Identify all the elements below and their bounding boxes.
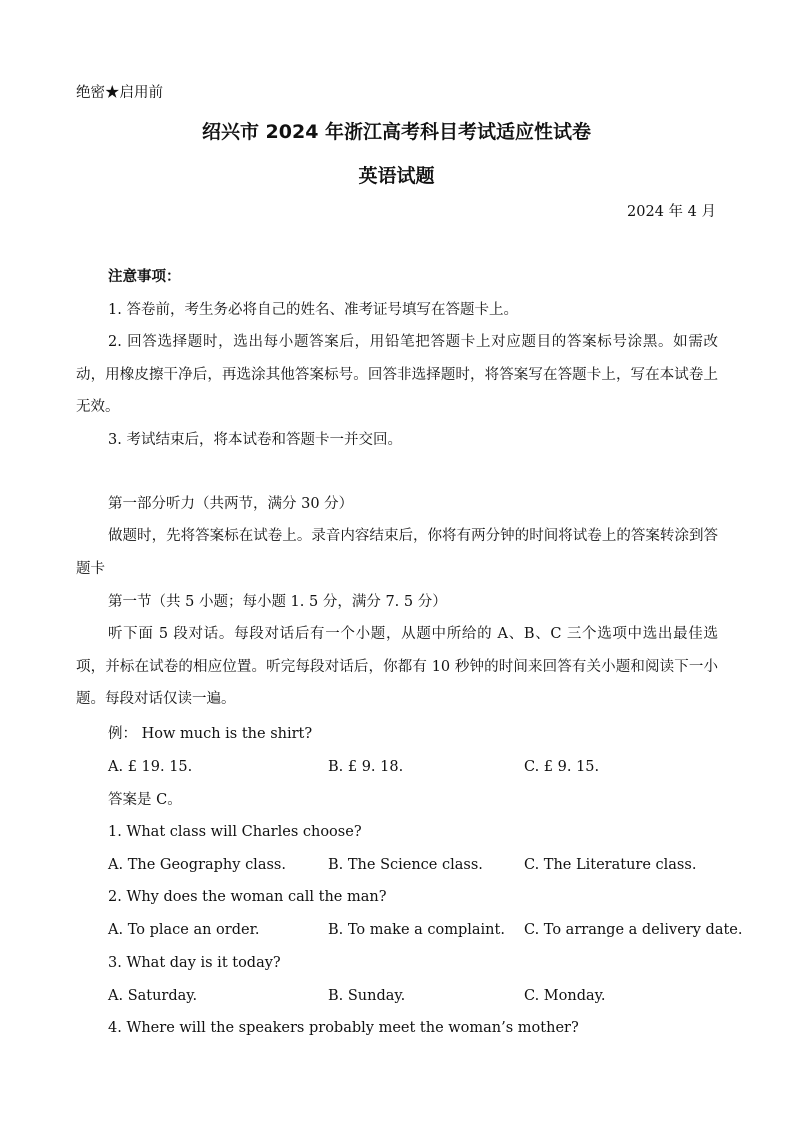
classified-mark: 绝密★启用前 xyxy=(76,85,163,101)
notes-item-3: 3. 考试结束后，将本试卷和答题卡一并交回。 xyxy=(108,432,402,448)
question-3: 3. What day is it today? xyxy=(108,955,281,971)
part1-instruction: 做题时，先将答案标在试卷上。录音内容结束后，你将有两分钟的时间将试卷上的答案转涂到答题卡 xyxy=(76,528,718,577)
example-option-a: A. £ 19. 15. xyxy=(108,759,193,775)
exam-date: 2024 年 4 月 xyxy=(627,204,716,220)
notes-item-2: 2. 回答选择题时，选出每小题答案后，用铅笔把答题卡上对应题目的答案标号涂黑。如需改动，用橡皮擦干净后，再选涂其他答案标号。回答非选择题时，将答案写在答题卡上，写在本试卷上无效。 xyxy=(76,334,718,415)
question-3-option-b: B. Sunday. xyxy=(328,988,406,1004)
question-2-option-b: B. To make a complaint. xyxy=(328,922,505,938)
question-4: 4. Where will the speakers probably meet the woman’s mother? xyxy=(108,1020,579,1036)
page-subtitle: 英语试题 xyxy=(358,165,435,187)
notes-item-1: 1. 答卷前，考生务必将自己的姓名、准考证号填写在答题卡上。 xyxy=(108,302,518,318)
question-3-option-c: C. Monday. xyxy=(524,988,606,1004)
question-2-option-a: A. To place an order. xyxy=(108,922,260,938)
question-2-option-c: C. To arrange a delivery date. xyxy=(524,922,743,938)
section1-heading: 第一节（共 5 小题；每小题 1. 5 分，满分 7. 5 分） xyxy=(108,594,447,610)
question-3-option-a: A. Saturday. xyxy=(108,988,198,1004)
question-1-option-b: B. The Science class. xyxy=(328,857,483,873)
example-question: 例： How much is the shirt? xyxy=(108,726,313,742)
section1-instruction: 听下面 5 段对话。每段对话后有一个小题，从题中所给的 A、B、C 三个选项中选出最佳选项，并标在试卷的相应位置。听完每段对话后，你都有 10 秒钟的时间来回答有关小题和阅读下一小题。每段对话仅读一遍。 xyxy=(76,626,718,707)
example-option-b: B. £ 9. 18. xyxy=(328,759,404,775)
question-2: 2. Why does the woman call the man? xyxy=(108,889,387,905)
page-title: 绍兴市 2024 年浙江高考科目考试适应性试卷 xyxy=(201,121,592,143)
question-1-option-c: C. The Literature class. xyxy=(524,857,697,873)
notes-heading: 注意事项： xyxy=(108,269,181,285)
part1-heading: 第一部分听力（共两节，满分 30 分） xyxy=(108,496,354,512)
question-1-option-a: A. The Geography class. xyxy=(108,857,286,873)
example-option-c: C. £ 9. 15. xyxy=(524,759,600,775)
question-1: 1. What class will Charles choose? xyxy=(108,824,362,840)
example-answer: 答案是 C。 xyxy=(108,792,182,808)
